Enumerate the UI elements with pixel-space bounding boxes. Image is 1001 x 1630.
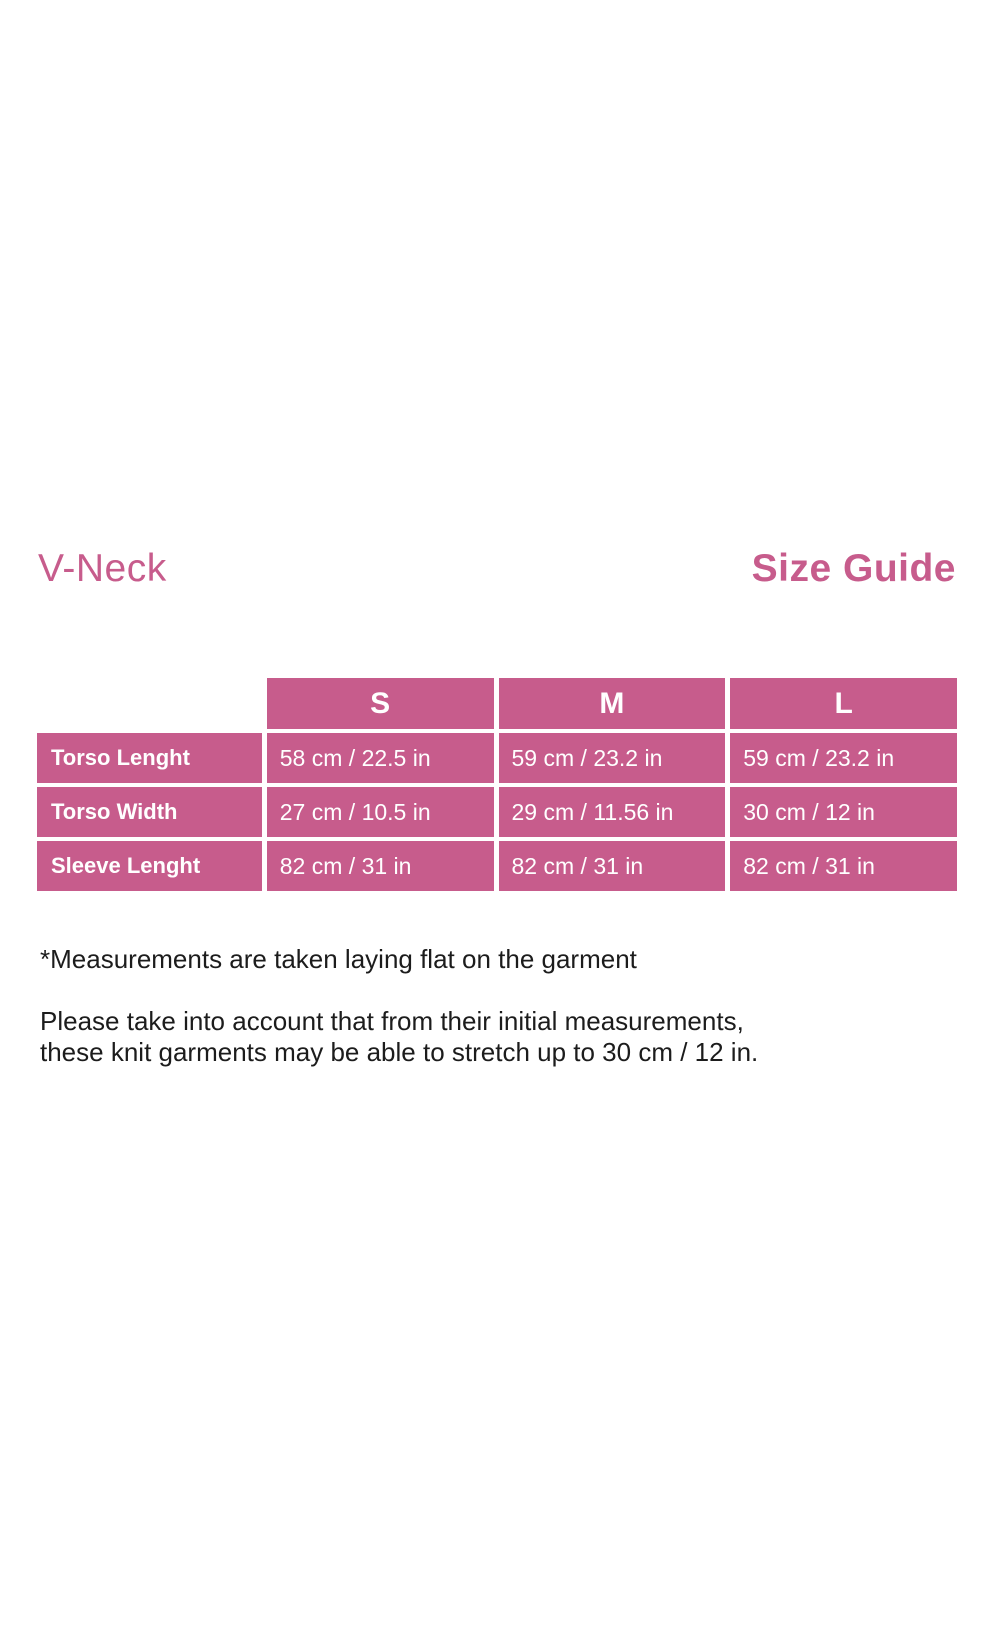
size-table	[37, 678, 957, 895]
stretch-note	[40, 1006, 940, 1068]
table-cell: 59 cm / 23.2 in	[730, 733, 957, 783]
row-label: Torso Width	[37, 787, 262, 837]
table-cell: 82 cm / 31 in	[499, 841, 726, 891]
table-row-torso-width	[37, 787, 957, 837]
stretch-note-line: these knit garments may be able to stretch up to 30 cm / 12 in.	[40, 1037, 759, 1067]
size-header-m: M	[499, 678, 726, 729]
table-cell: 82 cm / 31 in	[267, 841, 494, 891]
table-cell: 29 cm / 11.56 in	[499, 787, 726, 837]
measurement-note: *Measurements are taken laying flat on the garment	[40, 944, 637, 974]
table-row-sleeve-length	[37, 841, 957, 891]
size-header-l: L	[730, 678, 957, 729]
table-cell: 30 cm / 12 in	[730, 787, 957, 837]
table-row-torso-length	[37, 733, 957, 783]
product-name: V-Neck	[38, 547, 167, 590]
table-cell: 58 cm / 22.5 in	[267, 733, 494, 783]
table-cell: 27 cm / 10.5 in	[267, 787, 494, 837]
row-label: Sleeve Lenght	[37, 841, 262, 891]
stretch-note-line: Please take into account that from their initial measurements,	[40, 1006, 744, 1036]
table-header-row	[37, 678, 957, 729]
table-cell: 59 cm / 23.2 in	[499, 733, 726, 783]
size-header-s: S	[267, 678, 494, 729]
table-corner	[37, 678, 262, 729]
row-label: Torso Lenght	[37, 733, 262, 783]
guide-title: Size Guide	[751, 547, 956, 590]
table-cell: 82 cm / 31 in	[730, 841, 957, 891]
